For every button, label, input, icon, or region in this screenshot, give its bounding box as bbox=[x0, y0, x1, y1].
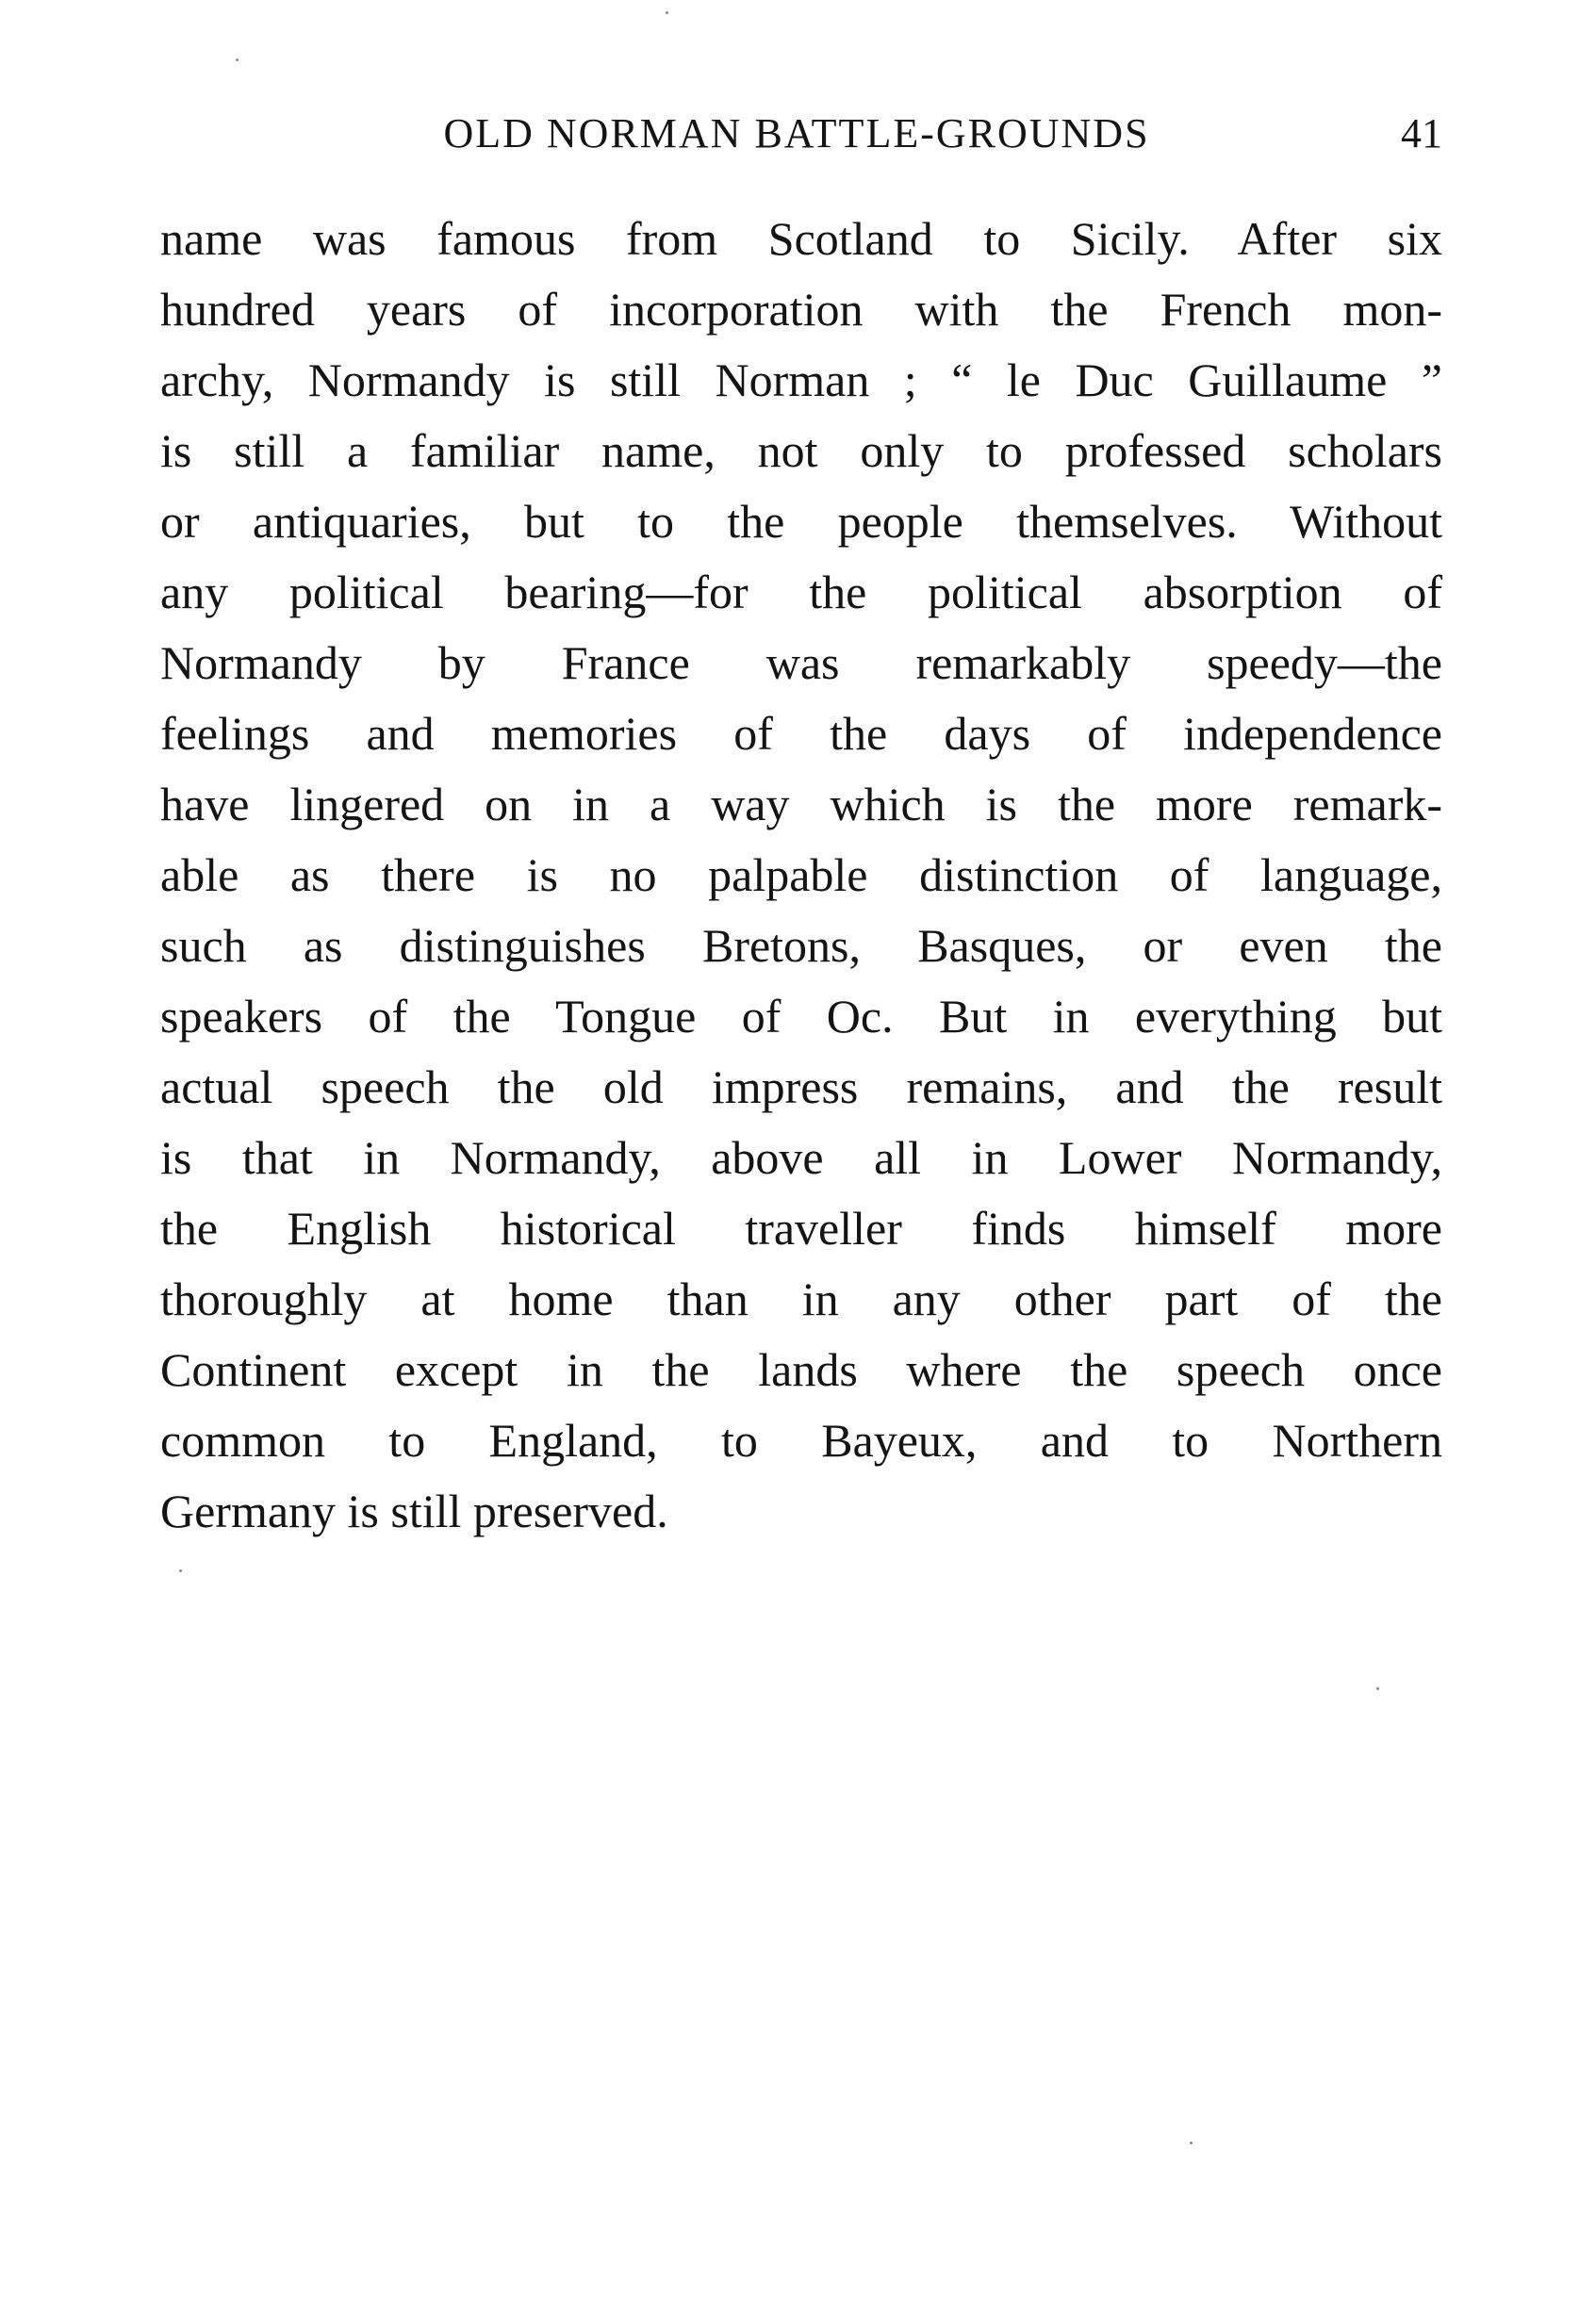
text-line: have lingered on in a way which is the more remark- bbox=[160, 778, 1442, 830]
text-line: such as distinguishes Bretons, Basques, or even the bbox=[160, 919, 1442, 972]
text-line: common to England, to Bayeux, and to Northern bbox=[160, 1414, 1442, 1467]
text-line: hundred years of incorporation with the French mon- bbox=[160, 283, 1442, 336]
scan-speck bbox=[236, 58, 239, 61]
text-line: is still a familiar name, not only to professed scholars bbox=[160, 424, 1442, 477]
text-line-last: Germany is still preserved. bbox=[160, 1485, 668, 1537]
text-line: thoroughly at home than in any other part of the bbox=[160, 1273, 1442, 1325]
page-number: 41 bbox=[1401, 110, 1442, 156]
text-line: speakers of the Tongue of Oc. But in everything but bbox=[160, 990, 1442, 1043]
text-line: archy, Normandy is still Norman ; “ le Duc Guillaume ” bbox=[160, 353, 1442, 406]
scan-speck bbox=[1376, 1687, 1379, 1690]
text-line: Normandy by France was remarkably speedy—the bbox=[160, 636, 1442, 689]
scan-speck bbox=[179, 1569, 182, 1572]
text-line: is that in Normandy, above all in Lower Normandy, bbox=[160, 1131, 1442, 1184]
text-line: able as there is no palpable distinction of language, bbox=[160, 848, 1442, 901]
text-line: any political bearing—for the political absorption of bbox=[160, 566, 1442, 618]
text-line: feelings and memories of the days of independence bbox=[160, 707, 1442, 760]
body-paragraph bbox=[160, 204, 1442, 1547]
text-line: Continent except in the lands where the speech once bbox=[160, 1343, 1442, 1396]
text-line: the English historical traveller finds himself more bbox=[160, 1202, 1442, 1255]
running-title: OLD NORMAN BATTLE-GROUNDS bbox=[443, 110, 1150, 156]
text-line: name was famous from Scotland to Sicily. After six bbox=[160, 212, 1442, 265]
text-line: actual speech the old impress remains, and the result bbox=[160, 1060, 1442, 1113]
scan-speck bbox=[666, 11, 668, 14]
running-head bbox=[151, 106, 1442, 162]
text-line: or antiquaries, but to the people themselves. Without bbox=[160, 495, 1442, 548]
scan-speck bbox=[1190, 2142, 1193, 2144]
